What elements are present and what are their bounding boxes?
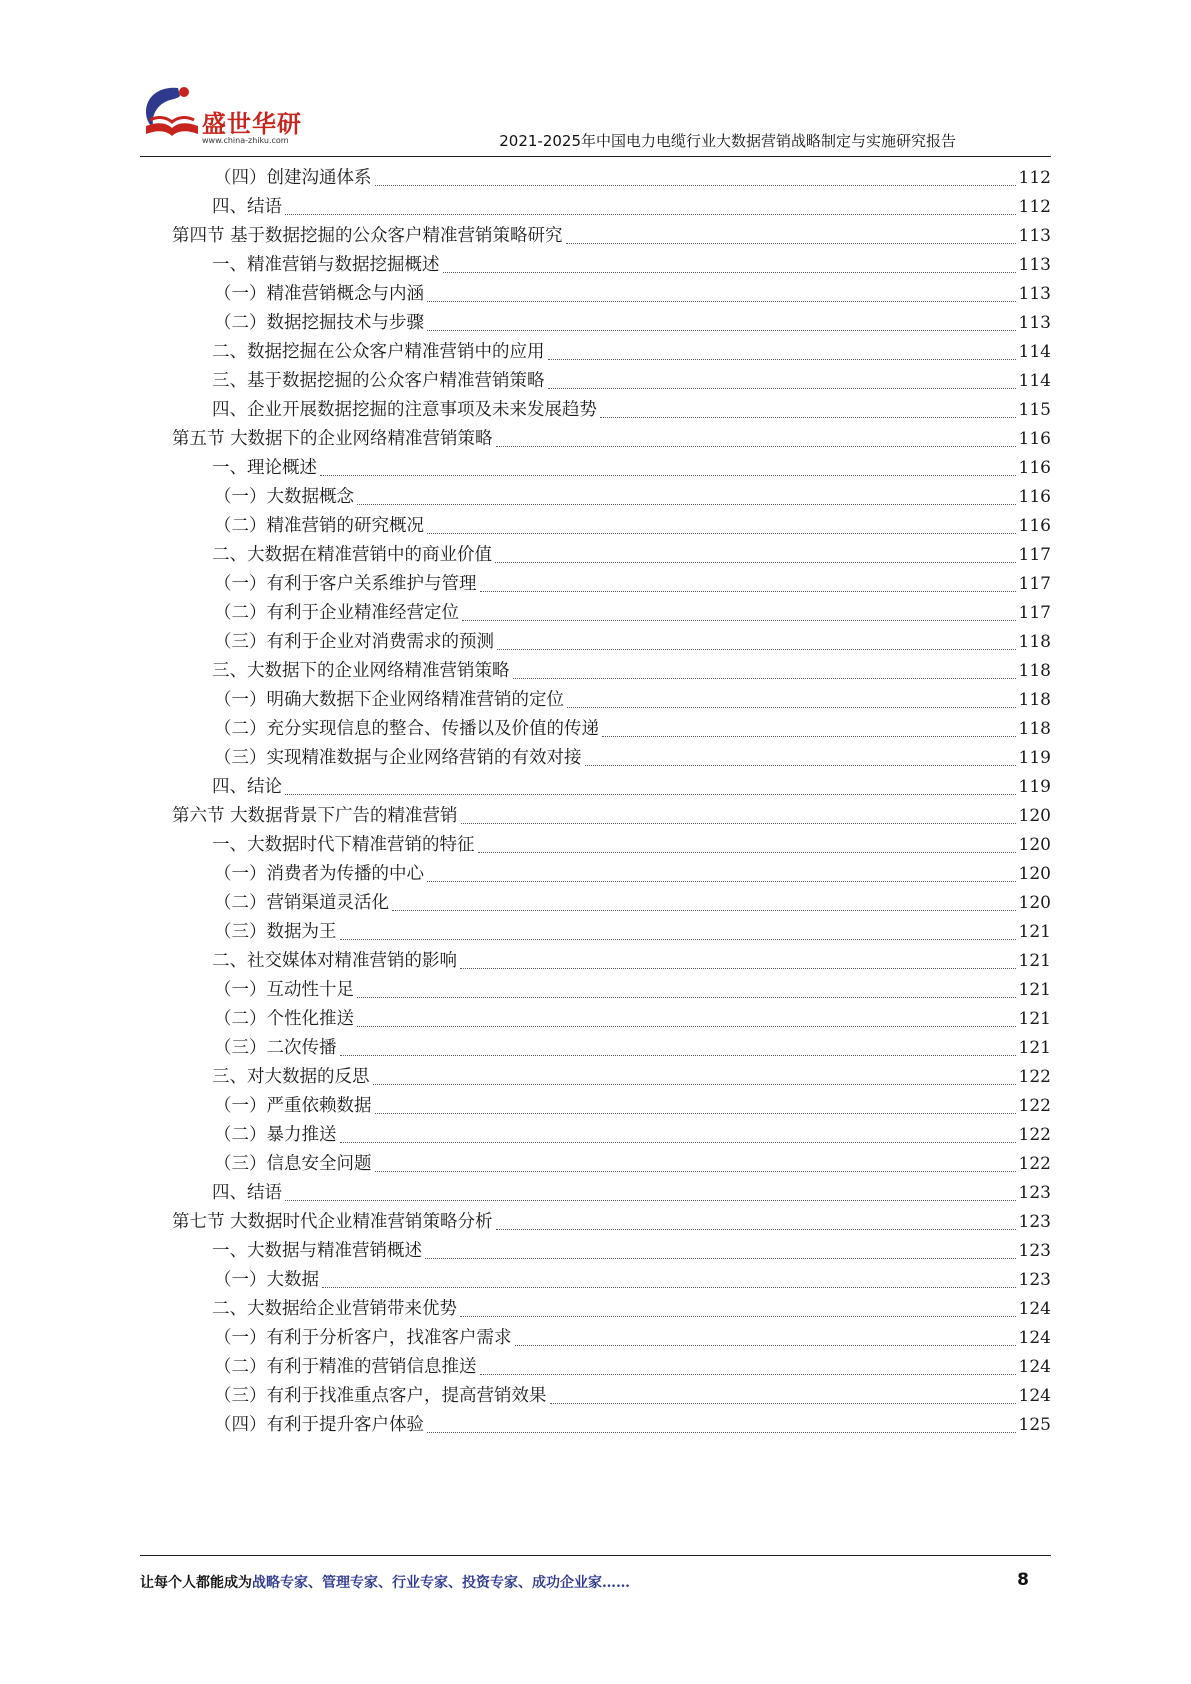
- toc-entry-page: 119: [1018, 777, 1051, 797]
- toc-entry-page: 121: [1018, 1038, 1051, 1058]
- toc-entry-page: 117: [1018, 545, 1051, 565]
- toc-dot-leader: [375, 185, 1016, 186]
- toc-entry[interactable]: [214, 598, 1051, 629]
- toc-dot-leader: [375, 1171, 1016, 1172]
- toc-entry[interactable]: [212, 395, 1051, 426]
- toc-entry-label: 四、结语: [212, 1183, 282, 1203]
- toc-entry-label: （一）互动性十足: [214, 980, 354, 1000]
- toc-entry-label: （三）实现精准数据与企业网络营销的有效对接: [214, 748, 582, 768]
- toc-entry-label: （三）二次传播: [214, 1038, 337, 1058]
- toc-dot-leader: [322, 1287, 1016, 1288]
- toc-dot-leader: [357, 504, 1016, 505]
- company-logo: [140, 82, 360, 152]
- toc-entry[interactable]: [214, 888, 1051, 919]
- toc-entry-page: 122: [1018, 1125, 1051, 1145]
- toc-entry[interactable]: [214, 1004, 1051, 1035]
- toc-entry-page: 119: [1018, 748, 1051, 768]
- toc-entry-label: （四）有利于提升客户体验: [214, 1415, 424, 1435]
- toc-dot-leader: [427, 881, 1016, 882]
- toc-entry[interactable]: [172, 1207, 1051, 1238]
- toc-dot-leader: [285, 794, 1016, 795]
- toc-entry[interactable]: [214, 1265, 1051, 1296]
- toc-entry[interactable]: [212, 1236, 1051, 1267]
- toc-entry[interactable]: [214, 685, 1051, 716]
- toc-entry-label: （一）有利于客户关系维护与管理: [214, 574, 477, 594]
- toc-entry-page: 116: [1018, 487, 1051, 507]
- toc-entry-page: 118: [1018, 632, 1051, 652]
- toc-entry-label: （二）个性化推送: [214, 1009, 354, 1029]
- toc-entry-label: （一）明确大数据下企业网络精准营销的定位: [214, 690, 564, 710]
- toc-entry[interactable]: [214, 859, 1051, 890]
- toc-entry-label: （一）大数据概念: [214, 487, 354, 507]
- toc-entry-label: （一）消费者为传播的中心: [214, 864, 424, 884]
- toc-entry[interactable]: [214, 714, 1051, 745]
- toc-entry-label: 第四节 基于数据挖掘的公众客户精准营销策略研究: [172, 226, 563, 246]
- toc-entry-page: 121: [1018, 1009, 1051, 1029]
- toc-entry-label: （四）创建沟通体系: [214, 168, 372, 188]
- footer-slogan: [140, 1572, 630, 1592]
- toc-dot-leader: [427, 1432, 1016, 1433]
- toc-entry-page: 114: [1018, 342, 1051, 362]
- toc-entry-page: 113: [1018, 255, 1051, 275]
- toc-entry[interactable]: [214, 482, 1051, 513]
- toc-entry-page: 117: [1018, 574, 1051, 594]
- toc-dot-leader: [461, 823, 1016, 824]
- toc-entry[interactable]: [214, 569, 1051, 600]
- slogan-prefix: 让每个人都能成为: [140, 1575, 252, 1591]
- toc-dot-leader: [495, 562, 1016, 563]
- toc-entry-page: 112: [1018, 168, 1051, 188]
- toc-dot-leader: [373, 1084, 1016, 1085]
- toc-dot-leader: [427, 533, 1016, 534]
- toc-entry-page: 123: [1018, 1212, 1051, 1232]
- toc-dot-leader: [496, 1229, 1016, 1230]
- toc-entry-page: 116: [1018, 458, 1051, 478]
- toc-entry[interactable]: [212, 453, 1051, 484]
- toc-dot-leader: [340, 1055, 1016, 1056]
- toc-entry[interactable]: [212, 337, 1051, 368]
- toc-entry[interactable]: [212, 656, 1051, 687]
- toc-entry[interactable]: [212, 540, 1051, 571]
- toc-entry[interactable]: [212, 366, 1051, 397]
- toc-entry[interactable]: [214, 917, 1051, 948]
- toc-entry-label: 一、精准营销与数据挖掘概述: [212, 255, 440, 275]
- toc-entry[interactable]: [212, 1062, 1051, 1093]
- toc-dot-leader: [443, 272, 1016, 273]
- toc-entry[interactable]: [212, 772, 1051, 803]
- toc-dot-leader: [513, 678, 1016, 679]
- toc-entry-page: 113: [1018, 313, 1051, 333]
- toc-entry-label: （二）充分实现信息的整合、传播以及价值的传递: [214, 719, 599, 739]
- toc-entry-label: （三）有利于找准重点客户，提高营销效果: [214, 1386, 547, 1406]
- toc-dot-leader: [496, 446, 1016, 447]
- toc-entry[interactable]: [214, 1323, 1051, 1354]
- toc-dot-leader: [585, 765, 1016, 766]
- toc-dot-leader: [357, 997, 1016, 998]
- toc-entry-page: 123: [1018, 1270, 1051, 1290]
- toc-entry-page: 122: [1018, 1096, 1051, 1116]
- toc-entry-page: 120: [1018, 893, 1051, 913]
- toc-entry-page: 123: [1018, 1241, 1051, 1261]
- toc-dot-leader: [550, 1403, 1016, 1404]
- toc-entry[interactable]: [214, 975, 1051, 1006]
- toc-dot-leader: [460, 968, 1016, 969]
- toc-dot-leader: [375, 1113, 1016, 1114]
- footer-divider: [140, 1555, 1051, 1556]
- toc-entry-label: 四、企业开展数据挖掘的注意事项及未来发展趋势: [212, 400, 597, 420]
- toc-entry-page: 113: [1018, 284, 1051, 304]
- toc-entry-label: （二）暴力推送: [214, 1125, 337, 1145]
- toc-entry[interactable]: [172, 424, 1051, 455]
- toc-entry-label: 二、大数据给企业营销带来优势: [212, 1299, 457, 1319]
- toc-dot-leader: [462, 620, 1016, 621]
- toc-dot-leader: [427, 330, 1016, 331]
- page-header: [0, 0, 1191, 160]
- toc-entry-label: （三）有利于企业对消费需求的预测: [214, 632, 494, 652]
- toc-entry[interactable]: [214, 1120, 1051, 1151]
- toc-entry-page: 116: [1018, 429, 1051, 449]
- toc-entry[interactable]: [212, 1178, 1051, 1209]
- toc-dot-leader: [320, 475, 1016, 476]
- toc-entry-label: （二）有利于企业精准经营定位: [214, 603, 459, 623]
- toc-entry-page: 124: [1018, 1328, 1051, 1348]
- toc-dot-leader: [340, 1142, 1016, 1143]
- toc-entry-page: 121: [1018, 922, 1051, 942]
- toc-entry[interactable]: [172, 801, 1051, 832]
- toc-entry-label: 二、大数据在精准营销中的商业价值: [212, 545, 492, 565]
- toc-dot-leader: [340, 939, 1016, 940]
- toc-entry-page: 124: [1018, 1299, 1051, 1319]
- toc-dot-leader: [600, 417, 1016, 418]
- toc-entry-label: （二）营销渠道灵活化: [214, 893, 389, 913]
- toc-entry-page: 121: [1018, 951, 1051, 971]
- toc-entry[interactable]: [214, 1352, 1051, 1383]
- toc-entry[interactable]: [212, 946, 1051, 977]
- toc-entry-page: 117: [1018, 603, 1051, 623]
- logo-text: 盛世华研: [202, 110, 302, 138]
- toc-entry-label: 三、大数据下的企业网络精准营销策略: [212, 661, 510, 681]
- toc-entry-page: 123: [1018, 1183, 1051, 1203]
- page-footer: [140, 1572, 1051, 1596]
- toc-entry-label: 三、对大数据的反思: [212, 1067, 370, 1087]
- toc-entry-label: 一、大数据与精准营销概述: [212, 1241, 422, 1261]
- toc-dot-leader: [478, 852, 1016, 853]
- logo-url: www.china-zhiku.com: [202, 136, 289, 145]
- toc-entry[interactable]: [214, 163, 1051, 194]
- toc-entry[interactable]: [212, 1294, 1051, 1325]
- toc-entry-page: 122: [1018, 1067, 1051, 1087]
- toc-entry-label: （二）精准营销的研究概况: [214, 516, 424, 536]
- toc-entry-page: 114: [1018, 371, 1051, 391]
- toc-entry-label: 四、结语: [212, 197, 282, 217]
- toc-entry-label: 四、结论: [212, 777, 282, 797]
- toc-entry[interactable]: [214, 627, 1051, 658]
- header-divider: [140, 156, 1051, 157]
- toc-entry[interactable]: [214, 1033, 1051, 1064]
- toc-entry[interactable]: [214, 1149, 1051, 1180]
- toc-dot-leader: [357, 1026, 1016, 1027]
- toc-entry-label: （一）精准营销概念与内涵: [214, 284, 424, 304]
- toc-entry-page: 116: [1018, 516, 1051, 536]
- toc-entry-page: 118: [1018, 690, 1051, 710]
- toc-entry[interactable]: [212, 250, 1051, 281]
- toc-entry-page: 122: [1018, 1154, 1051, 1174]
- toc-entry-label: （一）有利于分析客户，找准客户需求: [214, 1328, 512, 1348]
- toc-dot-leader: [285, 214, 1016, 215]
- toc-entry-label: 一、理论概述: [212, 458, 317, 478]
- toc-entry-page: 125: [1018, 1415, 1051, 1435]
- toc-entry[interactable]: [214, 1091, 1051, 1122]
- toc-entry[interactable]: [214, 308, 1051, 339]
- toc-entry-label: 第七节 大数据时代企业精准营销策略分析: [172, 1212, 493, 1232]
- toc-entry-label: 第五节 大数据下的企业网络精准营销策略: [172, 429, 493, 449]
- slogan-highlight: 战略专家、管理专家、行业专家、投资专家、成功企业家……: [252, 1575, 630, 1591]
- toc-dot-leader: [515, 1345, 1016, 1346]
- toc-dot-leader: [460, 1316, 1016, 1317]
- toc-entry[interactable]: [172, 221, 1051, 252]
- toc-entry-page: 115: [1018, 400, 1051, 420]
- toc-dot-leader: [427, 301, 1016, 302]
- toc-entry-label: （二）有利于精准的营销信息推送: [214, 1357, 477, 1377]
- toc-entry-page: 118: [1018, 661, 1051, 681]
- toc-entry-page: 112: [1018, 197, 1051, 217]
- toc-entry[interactable]: [212, 830, 1051, 861]
- toc-dot-leader: [425, 1258, 1016, 1259]
- toc-dot-leader: [566, 243, 1016, 244]
- toc-entry-label: （一）严重依赖数据: [214, 1096, 372, 1116]
- toc-entry-label: 二、数据挖掘在公众客户精准营销中的应用: [212, 342, 545, 362]
- toc-entry-page: 120: [1018, 835, 1051, 855]
- toc-entry-page: 113: [1018, 226, 1051, 246]
- toc-entry-page: 118: [1018, 719, 1051, 739]
- toc-entry[interactable]: [214, 1381, 1051, 1412]
- toc-dot-leader: [548, 359, 1016, 360]
- toc-entry[interactable]: [214, 511, 1051, 542]
- toc-entry-label: （二）数据挖掘技术与步骤: [214, 313, 424, 333]
- toc-entry[interactable]: [214, 743, 1051, 774]
- page-number: 8: [1017, 1570, 1029, 1590]
- toc-entry[interactable]: [214, 279, 1051, 310]
- toc-entry-page: 121: [1018, 980, 1051, 1000]
- toc-dot-leader: [497, 649, 1016, 650]
- toc-entry-label: 第六节 大数据背景下广告的精准营销: [172, 806, 458, 826]
- document-title: 2021-2025年中国电力电缆行业大数据营销战略制定与实施研究报告: [499, 132, 956, 150]
- toc-entry[interactable]: [214, 1410, 1051, 1441]
- toc-entry-page: 124: [1018, 1357, 1051, 1377]
- toc-entry-label: （一）大数据: [214, 1270, 319, 1290]
- toc-entry-page: 124: [1018, 1386, 1051, 1406]
- toc-entry-label: 二、社交媒体对精准营销的影响: [212, 951, 457, 971]
- toc-entry-page: 120: [1018, 864, 1051, 884]
- toc-entry-page: 120: [1018, 806, 1051, 826]
- toc-entry-label: 一、大数据时代下精准营销的特征: [212, 835, 475, 855]
- toc-dot-leader: [392, 910, 1016, 911]
- logo-book-icon: [140, 82, 204, 146]
- toc-dot-leader: [548, 388, 1016, 389]
- toc-entry-label: （三）信息安全问题: [214, 1154, 372, 1174]
- toc-dot-leader: [480, 1374, 1016, 1375]
- toc-entry-label: 三、基于数据挖掘的公众客户精准营销策略: [212, 371, 545, 391]
- toc-dot-leader: [602, 736, 1016, 737]
- toc-dot-leader: [480, 591, 1016, 592]
- toc-entry[interactable]: [212, 192, 1051, 223]
- toc-dot-leader: [285, 1200, 1016, 1201]
- toc-dot-leader: [567, 707, 1016, 708]
- toc-entry-label: （三）数据为王: [214, 922, 337, 942]
